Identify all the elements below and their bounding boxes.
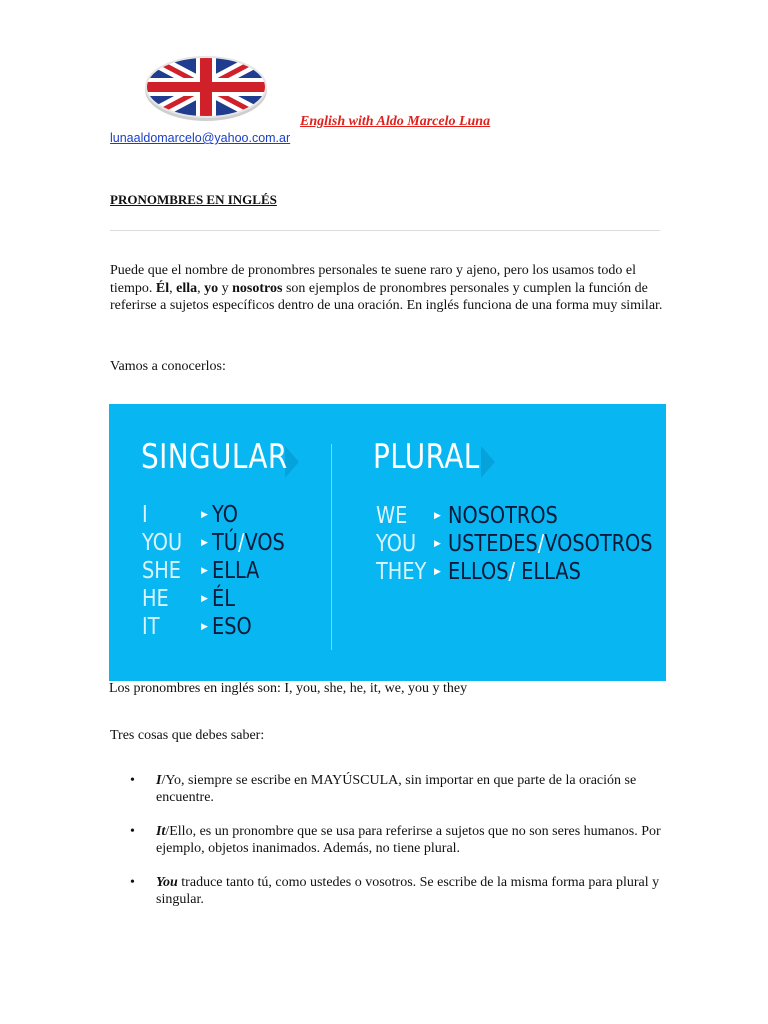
intro-bold-ella: ella xyxy=(176,280,198,296)
list-item xyxy=(110,874,670,908)
uk-flag-logo xyxy=(110,44,298,132)
bullet-icon: • xyxy=(130,773,135,788)
slash: / xyxy=(237,530,245,556)
singular-es xyxy=(212,529,285,557)
intro-paragraph xyxy=(110,262,670,315)
course-title-link[interactable]: English with Aldo Marcelo Luna xyxy=(300,114,491,129)
plural-heading: PLURAL xyxy=(373,437,480,477)
intro-sep: , xyxy=(197,280,205,296)
divider xyxy=(110,230,660,231)
plural-en: WE xyxy=(376,503,408,529)
singular-en: I xyxy=(142,502,148,528)
singular-es: ÉL xyxy=(212,586,235,612)
singular-heading: SINGULAR xyxy=(141,437,288,477)
plural-es xyxy=(448,558,581,586)
singular-en: YOU xyxy=(142,530,183,556)
singular-es: YO xyxy=(212,502,238,528)
intro-sep: y xyxy=(218,280,233,296)
summary-text: Los pronombres en inglés son: I, you, she, he, it, we, you y they xyxy=(109,681,468,696)
tip-text: traduce tanto tú, como ustedes o vosotros. Se escribe de la misma forma para plural y singular. xyxy=(156,875,660,907)
intro-bold-el: Él xyxy=(155,280,170,296)
intro-text: Puede que el nombre de pronombres personales te suene raro y ajeno, pero los usamos todo el tiempo. xyxy=(110,263,637,296)
tip-key: You xyxy=(156,875,178,890)
tip-key: I xyxy=(156,773,162,788)
intro-bold-yo: yo xyxy=(204,280,219,296)
tres-text: Tres cosas que debes saber: xyxy=(110,728,265,743)
es-word: VOSOTROS xyxy=(544,531,653,557)
plural-en: YOU xyxy=(376,531,417,557)
singular-es: ELLA xyxy=(212,558,260,584)
pronoun-banner xyxy=(109,404,666,681)
singular-en: IT xyxy=(142,614,160,640)
bullet-icon: • xyxy=(130,824,135,839)
plural-es: NOSOTROS xyxy=(448,503,558,529)
singular-es: ESO xyxy=(212,614,252,640)
arrow-icon: ▶ xyxy=(201,510,208,520)
slash: / xyxy=(508,559,516,585)
tip-text: /Ello, es un pronombre que se usa para referirse a sujetos que no son seres humanos. Por ejemplo, objetos inanimados. Además, no tiene plural. xyxy=(156,824,661,856)
intro-bold-nosotros: nosotros xyxy=(232,280,283,296)
arrow-icon: ▶ xyxy=(434,539,441,549)
es-word: ELLAS xyxy=(515,559,581,585)
section-title: PRONOMBRES EN INGLÉS xyxy=(110,192,277,207)
arrow-icon: ▶ xyxy=(201,622,208,632)
plural-en: THEY xyxy=(376,559,427,585)
tip-text: /Yo, siempre se escribe en MAYÚSCULA, sin importar en que parte de la oración se encuentre. xyxy=(156,773,637,805)
heading-shadow xyxy=(481,446,495,478)
slash: / xyxy=(537,531,545,557)
email-link[interactable]: lunaaldomarcelo@yahoo.com.ar xyxy=(110,131,291,145)
bullet-icon: • xyxy=(130,875,135,890)
column-divider xyxy=(331,444,332,650)
singular-en: HE xyxy=(142,586,169,612)
arrow-icon: ▶ xyxy=(201,594,208,604)
intro-text: son ejemplos de pronombres personales y cumplen la función de referirse a sujetos específicos dentro de una oración. En inglés funciona de una forma muy similar. xyxy=(110,280,663,313)
arrow-icon: ▶ xyxy=(201,538,208,548)
es-word: VOS xyxy=(244,530,285,556)
tips-list xyxy=(110,772,670,925)
plural-es xyxy=(448,530,653,558)
list-item xyxy=(110,772,670,806)
tip-key: It xyxy=(156,824,166,839)
vamos-text: Vamos a conocerlos: xyxy=(110,359,226,374)
arrow-icon: ▶ xyxy=(434,511,441,521)
list-item xyxy=(110,823,670,857)
arrow-icon: ▶ xyxy=(434,567,441,577)
arrow-icon: ▶ xyxy=(201,566,208,576)
es-word: TÚ xyxy=(212,530,238,556)
singular-en: SHE xyxy=(142,558,182,584)
es-word: USTEDES xyxy=(448,531,538,557)
es-word: ELLOS xyxy=(448,559,509,585)
intro-sep: , xyxy=(169,280,177,296)
